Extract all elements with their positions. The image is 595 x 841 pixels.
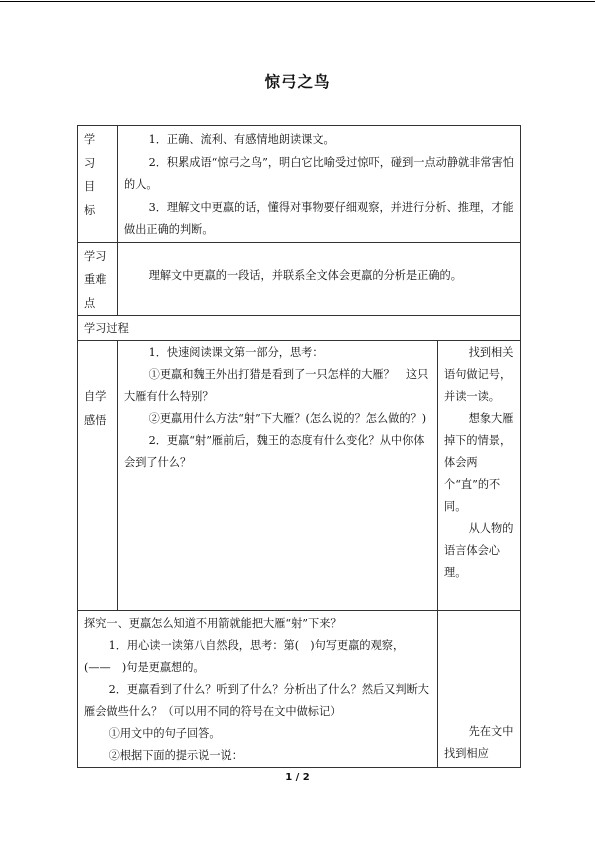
self-study-row [78, 341, 521, 611]
side-note: 从人物的语言体会心理。 [444, 522, 514, 579]
objectives-label-char: 目 [84, 180, 96, 193]
key-points-label [78, 242, 118, 316]
self-study-content [118, 341, 438, 611]
self-study-item: 2．更羸“射”雁前后，魏王的态度有什么变化？从中你体会到了什么？ [124, 434, 425, 469]
side-note: 想象大雁掉下的情景，体会两个“直”的不同。 [444, 412, 514, 513]
key-points-row [78, 242, 521, 316]
side-note: 找到相关语句做记号，并读一读。 [444, 346, 514, 403]
top-rule [0, 1, 595, 2]
objectives-label-char: 学 [84, 133, 96, 146]
key-points-label-line: 重难 [84, 273, 107, 286]
objective-item: 1．正确、流利、有感情地朗读课文。 [148, 133, 335, 146]
explore-item: 1．用心读一读第八自然段，思考：第( )句写更羸的观察，(—— )句是更羸想的。 [84, 639, 405, 674]
explore-heading: 探究一、更羸怎么知道不用箭就能把大雁“射”下来？ [84, 617, 342, 630]
key-points-content [118, 242, 521, 316]
explore-notes [438, 611, 521, 768]
side-note: 先在文中找到相应 [444, 725, 514, 760]
self-study-item: ①更羸和魏王外出打猎是看到了一只怎样的大雁？ 这只大雁有什么特别？ [124, 368, 429, 403]
self-study-notes [438, 341, 521, 611]
objectives-label [78, 126, 118, 243]
objectives-row [78, 126, 521, 243]
self-study-label-line: 感悟 [84, 413, 107, 427]
page-title: 惊弓之鸟 [264, 73, 331, 91]
process-label: 学习过程 [78, 316, 521, 341]
explore-row [78, 611, 521, 768]
explore-item: 2．更羸看到了什么？听到了什么？分析出了什么？然后又判断大雁会做些什么？（可以用不同的符号在文中做标记） [84, 683, 429, 718]
objective-item: 3．理解文中更羸的话，懂得对事物要仔细观察，并进行分析、推理，才能做出正确的判断。 [124, 200, 514, 236]
explore-item: ①用文中的句子回答。 [108, 727, 221, 740]
self-study-label-line: 自学 [84, 390, 107, 403]
key-points-text: 理解文中更羸的一段话，并联系全文体会更羸的分析是正确的。 [148, 268, 462, 282]
lesson-plan-table [77, 125, 520, 768]
self-study-label [78, 341, 118, 611]
self-study-item: 1．快速阅读课文第一部分，思考： [148, 346, 324, 359]
self-study-item: ②更羸用什么方法“射”下大雁？(怎么说的？怎么做的？) [148, 412, 427, 425]
key-points-label-line: 点 [84, 296, 96, 310]
key-points-label-line: 学习 [84, 249, 107, 263]
objectives-label-char: 标 [84, 203, 96, 217]
explore-item: ②根据下面的提示说一说： [108, 749, 243, 762]
objective-item: 2．积累成语“惊弓之鸟”，明白它比喻受过惊吓，碰到一点动静就非常害怕的人。 [124, 155, 514, 191]
page-number: 1 / 2 [285, 772, 310, 783]
explore-content [78, 611, 438, 768]
objectives-label-char: 习 [84, 156, 96, 170]
objectives-content [118, 126, 521, 243]
process-row [78, 316, 521, 341]
